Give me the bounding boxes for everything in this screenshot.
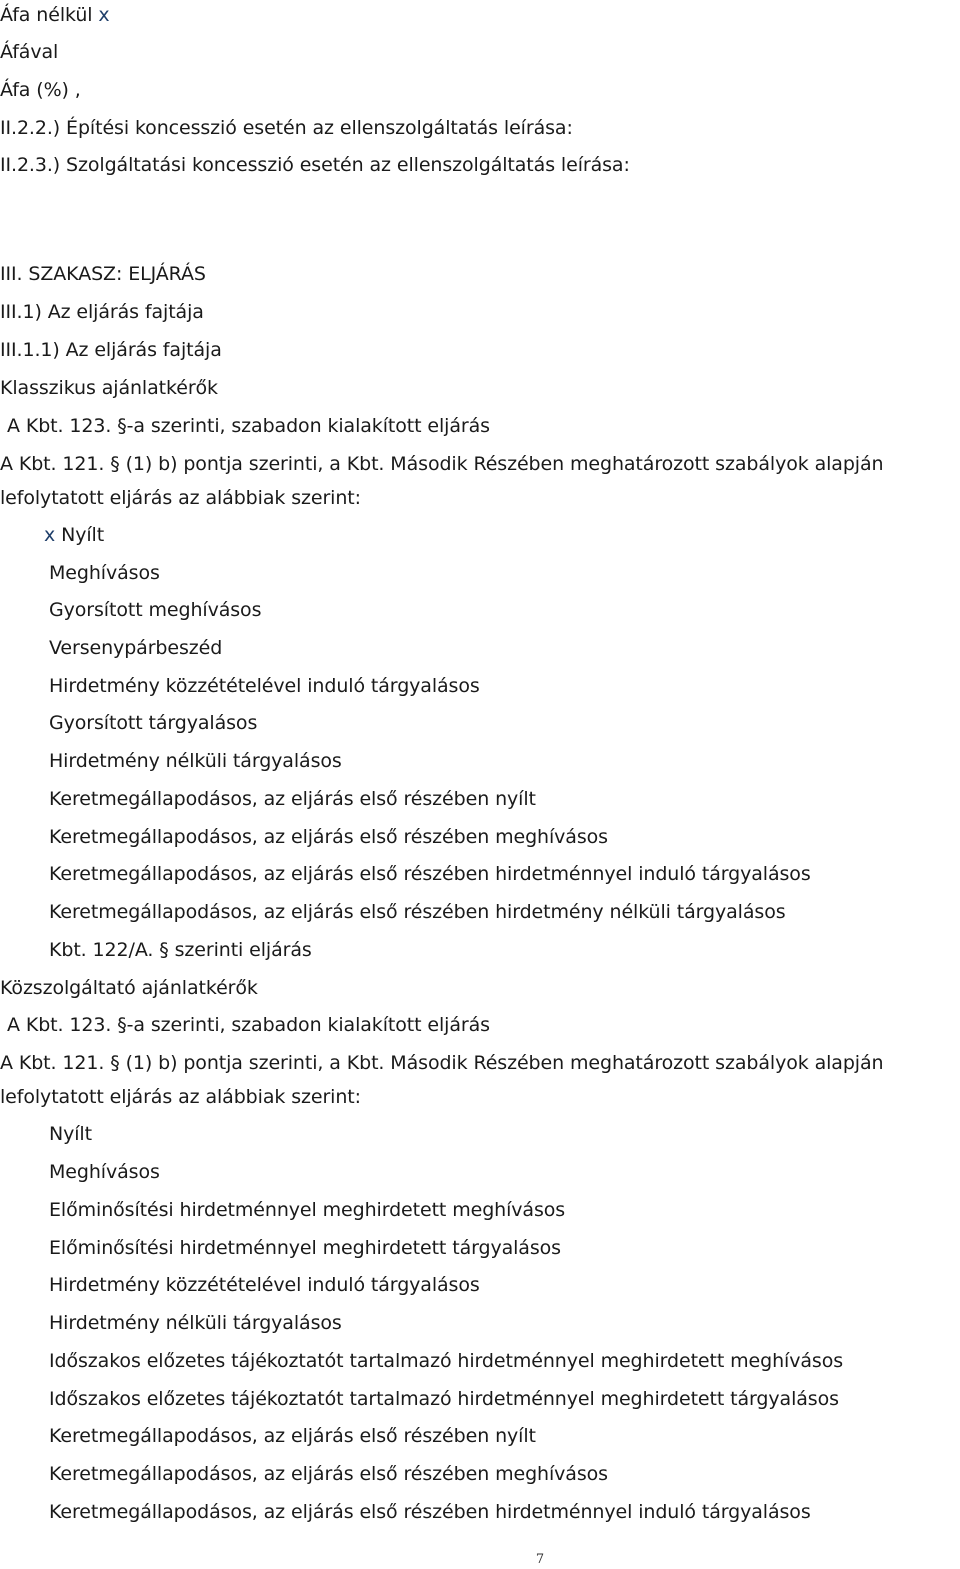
classic-option: Kbt. 122/A. § szerinti eljárás: [49, 939, 312, 961]
utility-heading: Közszolgáltató ajánlatkérők: [0, 977, 258, 999]
utility-option: Előminősítési hirdetménnyel meghirdetett meghívásos: [49, 1199, 566, 1221]
classic-option-label: Nyílt: [61, 524, 105, 546]
utility-option: Meghívásos: [49, 1161, 160, 1183]
utility-option: Időszakos előzetes tájékoztatót tartalmazó hirdetménnyel meghirdetett meghívásos: [49, 1350, 844, 1372]
classic-option: Hirdetmény közzétételével induló tárgyalásos: [49, 675, 480, 697]
vat-excluded-mark: x: [98, 4, 110, 26]
section-3-1-1: III.1.1) Az eljárás fajtája: [0, 339, 222, 361]
utility-kbt121-line2: lefolytatott eljárás az alábbiak szerint:: [0, 1086, 361, 1108]
utility-kbt123: A Kbt. 123. §-a szerinti, szabadon kialakított eljárás: [7, 1014, 490, 1036]
utility-option: Nyílt: [49, 1123, 92, 1145]
vat-percent-label: Áfa (%) ,: [0, 79, 81, 101]
classic-option: Keretmegállapodásos, az eljárás első részében meghívásos: [49, 826, 608, 848]
classic-option: Keretmegállapodásos, az eljárás első részében hirdetmény nélküli tárgyalásos: [49, 901, 786, 923]
utility-option: Keretmegállapodásos, az eljárás első részében nyílt: [49, 1425, 536, 1447]
utility-option: Keretmegállapodásos, az eljárás első részében meghívásos: [49, 1463, 608, 1485]
vat-excluded-line: [0, 2, 110, 28]
classic-option: Meghívásos: [49, 562, 160, 584]
utility-option: Hirdetmény nélküli tárgyalásos: [49, 1312, 342, 1334]
utility-option: Hirdetmény közzétételével induló tárgyalásos: [49, 1274, 480, 1296]
classic-option: Gyorsított tárgyalásos: [49, 712, 258, 734]
classic-kbt121-line1: A Kbt. 121. § (1) b) pontja szerinti, a Kbt. Második Részében meghatározott szabályok alapján: [0, 453, 884, 475]
section-3-title: III. SZAKASZ: ELJÁRÁS: [0, 263, 206, 285]
section-3-1: III.1) Az eljárás fajtája: [0, 301, 204, 323]
utility-kbt121-line1: A Kbt. 121. § (1) b) pontja szerinti, a Kbt. Második Részében meghatározott szabályok alapján: [0, 1052, 884, 1074]
section-2-2-3: II.2.3.) Szolgáltatási koncesszió esetén az ellenszolgáltatás leírása:: [0, 154, 630, 176]
classic-selected-mark: x: [44, 524, 56, 546]
classic-option: Hirdetmény nélküli tárgyalásos: [49, 750, 342, 772]
classic-kbt121-line2: lefolytatott eljárás az alábbiak szerint:: [0, 487, 361, 509]
classic-option: Gyorsított meghívásos: [49, 599, 262, 621]
utility-option: Keretmegállapodásos, az eljárás első részében hirdetménnyel induló tárgyalásos: [49, 1501, 811, 1523]
vat-included-label: Áfával: [0, 41, 59, 63]
section-2-2-2: II.2.2.) Építési koncesszió esetén az ellenszolgáltatás leírása:: [0, 117, 573, 139]
classic-option: Versenypárbeszéd: [49, 637, 223, 659]
page-number: 7: [535, 1552, 545, 1567]
classic-heading: Klasszikus ajánlatkérők: [0, 377, 218, 399]
classic-option: Keretmegállapodásos, az eljárás első részében hirdetménnyel induló tárgyalásos: [49, 863, 811, 885]
utility-option: Időszakos előzetes tájékoztatót tartalmazó hirdetménnyel meghirdetett tárgyalásos: [49, 1388, 839, 1410]
classic-option-open: [44, 522, 104, 548]
classic-kbt123: A Kbt. 123. §-a szerinti, szabadon kialakított eljárás: [7, 415, 490, 437]
utility-option: Előminősítési hirdetménnyel meghirdetett tárgyalásos: [49, 1237, 561, 1259]
vat-excluded-label: Áfa nélkül: [0, 4, 93, 26]
classic-option: Keretmegállapodásos, az eljárás első részében nyílt: [49, 788, 536, 810]
